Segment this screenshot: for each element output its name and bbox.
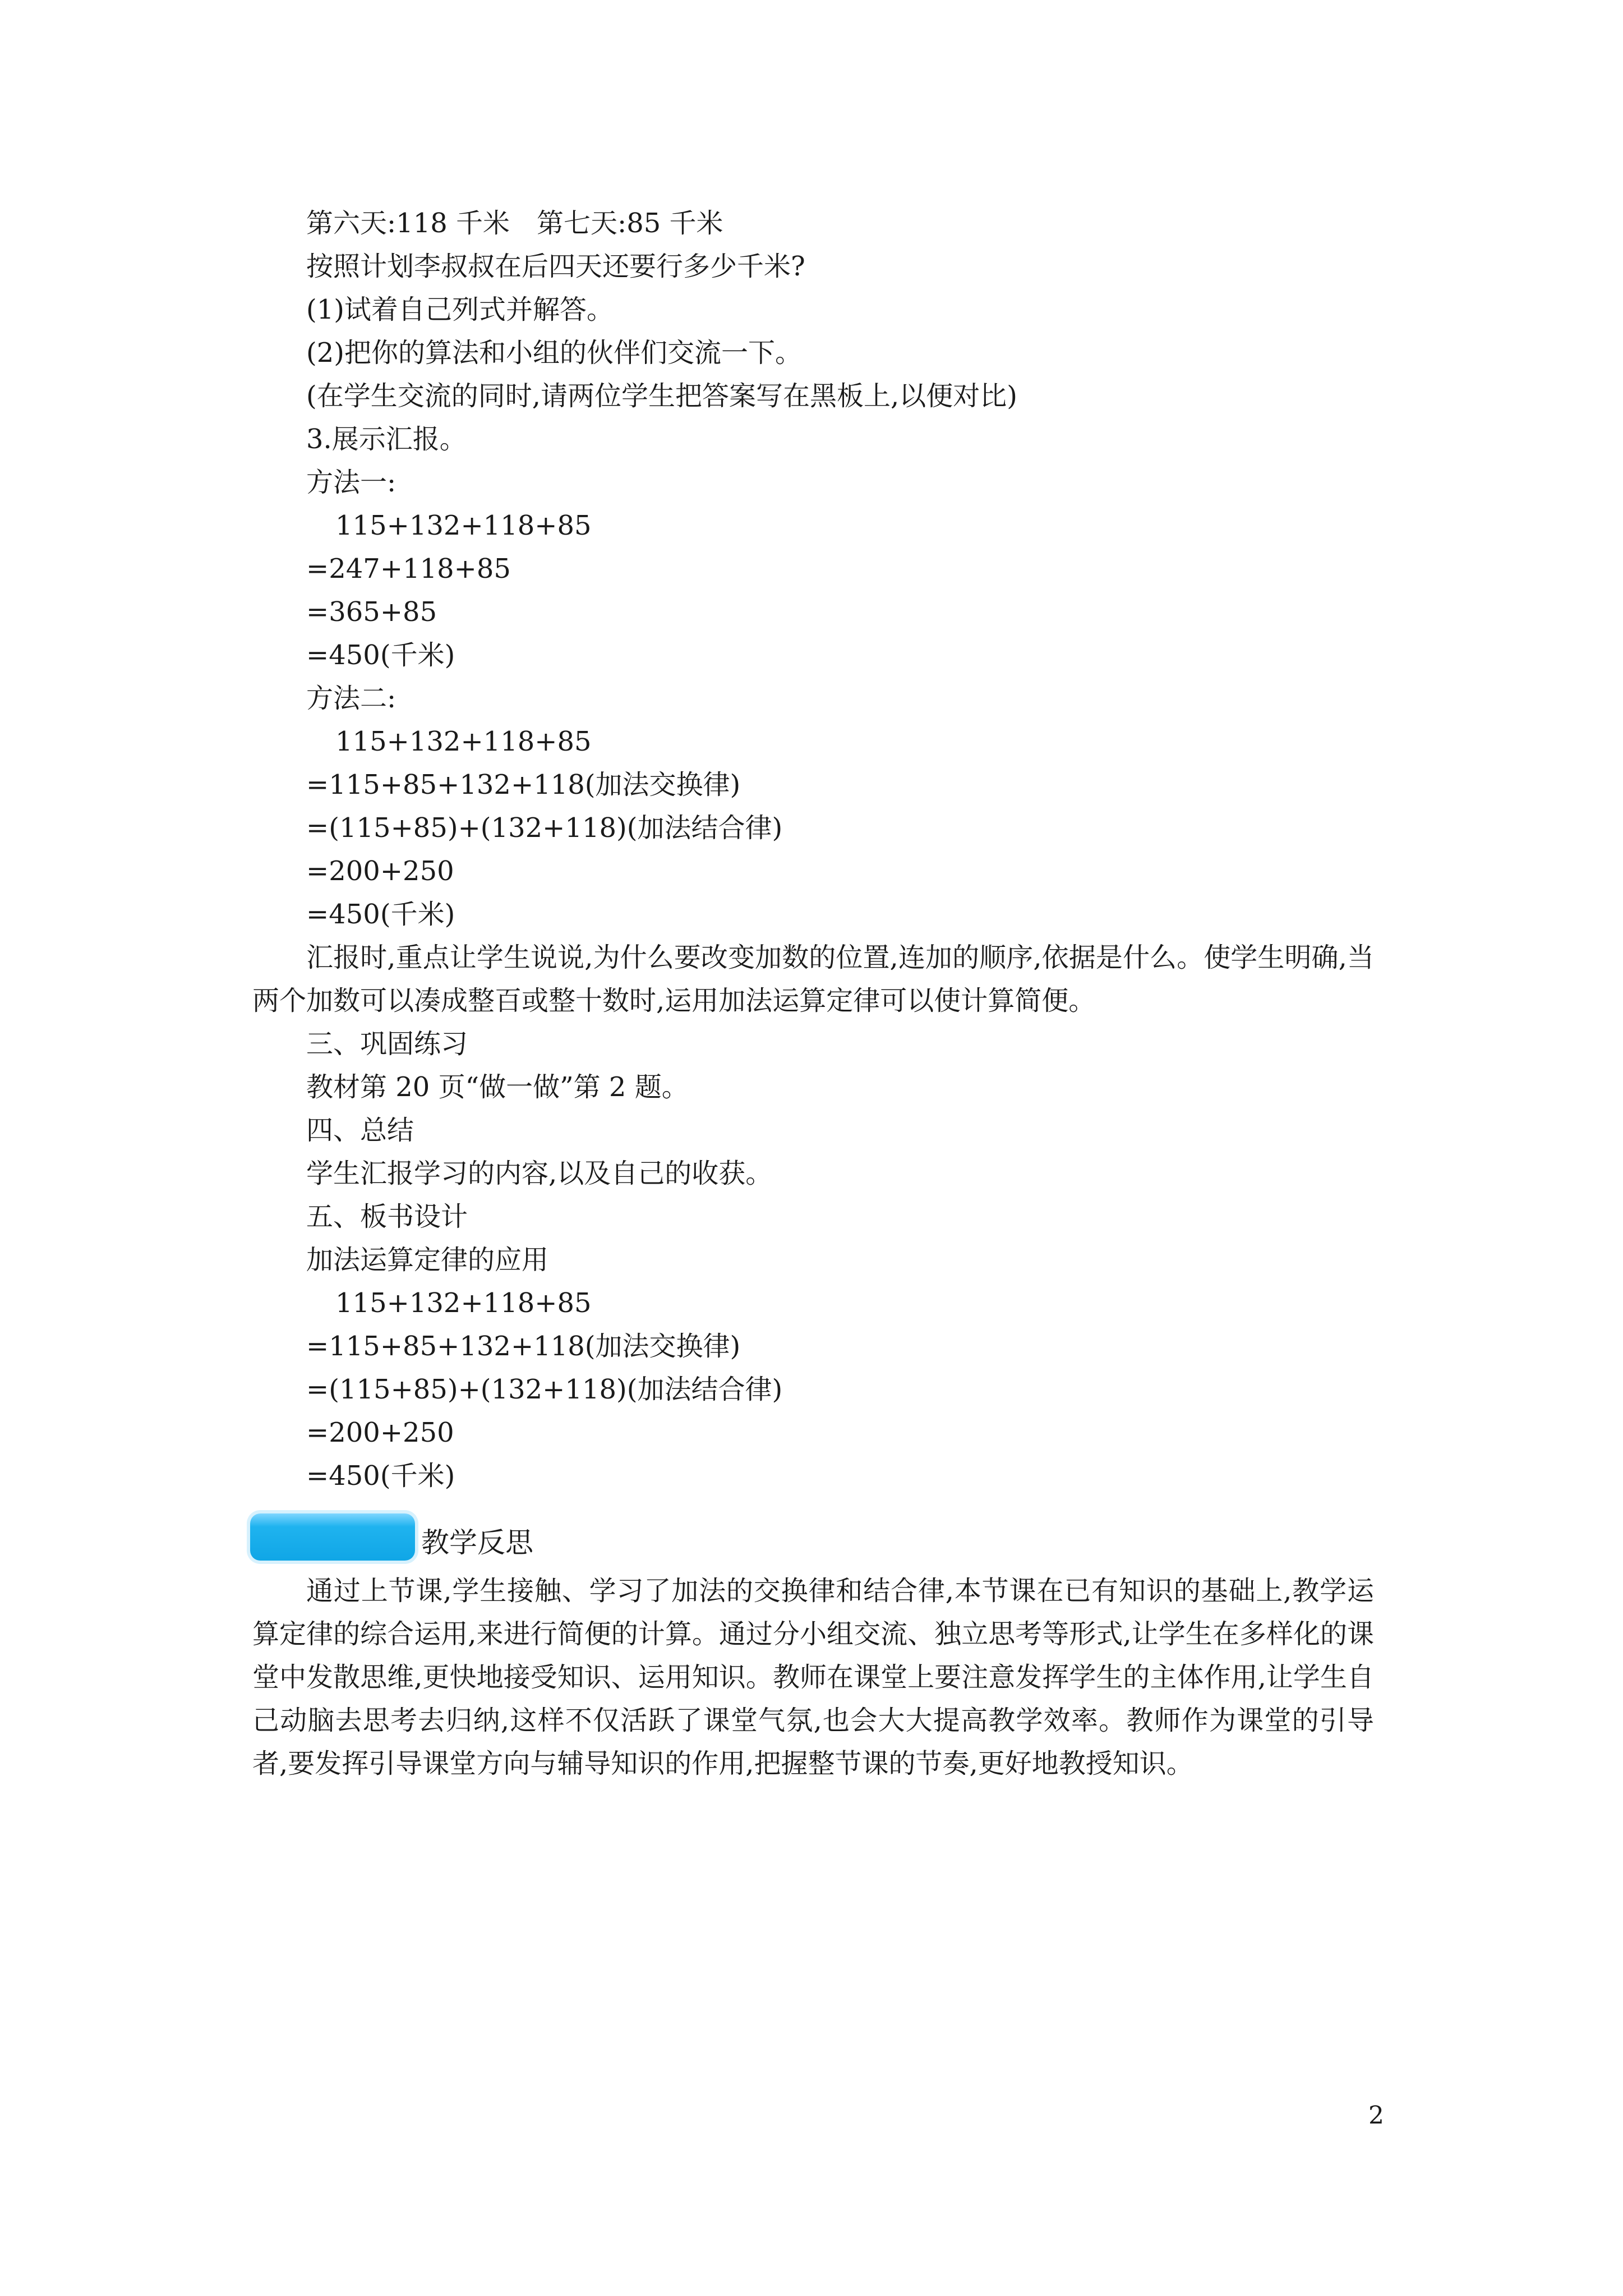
- equation-line: =450(千米): [306, 639, 455, 671]
- board-equation-line: =200+250: [306, 1417, 454, 1448]
- text-line: (在学生交流的同时,请两位学生把答案写在黑板上,以便对比): [306, 380, 1017, 412]
- reflection-header: [250, 1513, 1400, 1570]
- board-equation-line: =450(千米): [306, 1460, 455, 1492]
- equation-line: =(115+85)+(132+118)(加法结合律): [306, 812, 783, 844]
- text-line: 3.展示汇报。: [306, 424, 467, 455]
- method-one-label: 方法一:: [306, 467, 396, 498]
- equation-line: =115+85+132+118(加法交换律): [306, 769, 741, 800]
- text-line: 第六天:118 千米 第七天:85 千米: [306, 208, 723, 239]
- page-number: 2: [1368, 2101, 1384, 2130]
- method-two-label: 方法二:: [306, 683, 396, 714]
- board-equation-line: =(115+85)+(132+118)(加法结合律): [306, 1374, 783, 1405]
- report-paragraph: 汇报时,重点让学生说说,为什么要改变加数的位置,连加的顺序,依据是什么。使学生明确,当两个加数可以凑成整百或整十数时,运用加法运算定律可以使计算简便。: [252, 942, 1374, 1016]
- equation-line: =450(千米): [306, 899, 455, 930]
- equation-line: =247+118+85: [306, 553, 511, 585]
- text-line: (1)试着自己列式并解答。: [306, 294, 614, 325]
- text-line: 按照计划李叔叔在后四天还要行多少千米?: [306, 251, 805, 282]
- board-heading: 五、板书设计: [306, 1201, 468, 1232]
- section-banner-bar: [250, 1513, 415, 1561]
- summary-heading: 四、总结: [306, 1115, 414, 1146]
- lesson-plan-body: [252, 202, 1400, 1786]
- summary-text: 学生汇报学习的内容,以及自己的收获。: [306, 1158, 773, 1189]
- equation-line: =200+250: [306, 855, 454, 887]
- board-equation-line: =115+85+132+118(加法交换律): [306, 1331, 741, 1362]
- equation-line: 115+132+118+85: [335, 726, 592, 757]
- board-title: 加法运算定律的应用: [306, 1244, 549, 1276]
- equation-line: 115+132+118+85: [335, 510, 592, 541]
- board-equation-line: 115+132+118+85: [335, 1287, 592, 1319]
- reflection-heading: 教学反思: [421, 1526, 533, 1559]
- reflection-paragraph: 通过上节课,学生接触、学习了加法的交换律和结合律,本节课在已有知识的基础上,教学运算定律的综合运用,来进行简便的计算。通过分小组交流、独立思考等形式,让学生在多样化的课堂中发散思维,更快地接受知识、运用知识。教师在课堂上要注意发挥学生的主体作用,让学生自己动脑去思考去归纳,这样不仅活跃了课堂气氛,也会大大提高教学效率。教师作为课堂的引导者,要发挥引导课堂方向与辅导知识的作用,把握整节课的节奏,更好地教授知识。: [252, 1575, 1374, 1779]
- reflection-block: [252, 1570, 1374, 1786]
- practice-heading: 三、巩固练习: [306, 1028, 468, 1060]
- equation-line: =365+85: [306, 596, 437, 628]
- report-paragraph-block: [252, 936, 1374, 1023]
- practice-text: 教材第 20 页“做一做”第 2 题。: [306, 1071, 689, 1103]
- text-line: (2)把你的算法和小组的伙伴们交流一下。: [306, 337, 802, 369]
